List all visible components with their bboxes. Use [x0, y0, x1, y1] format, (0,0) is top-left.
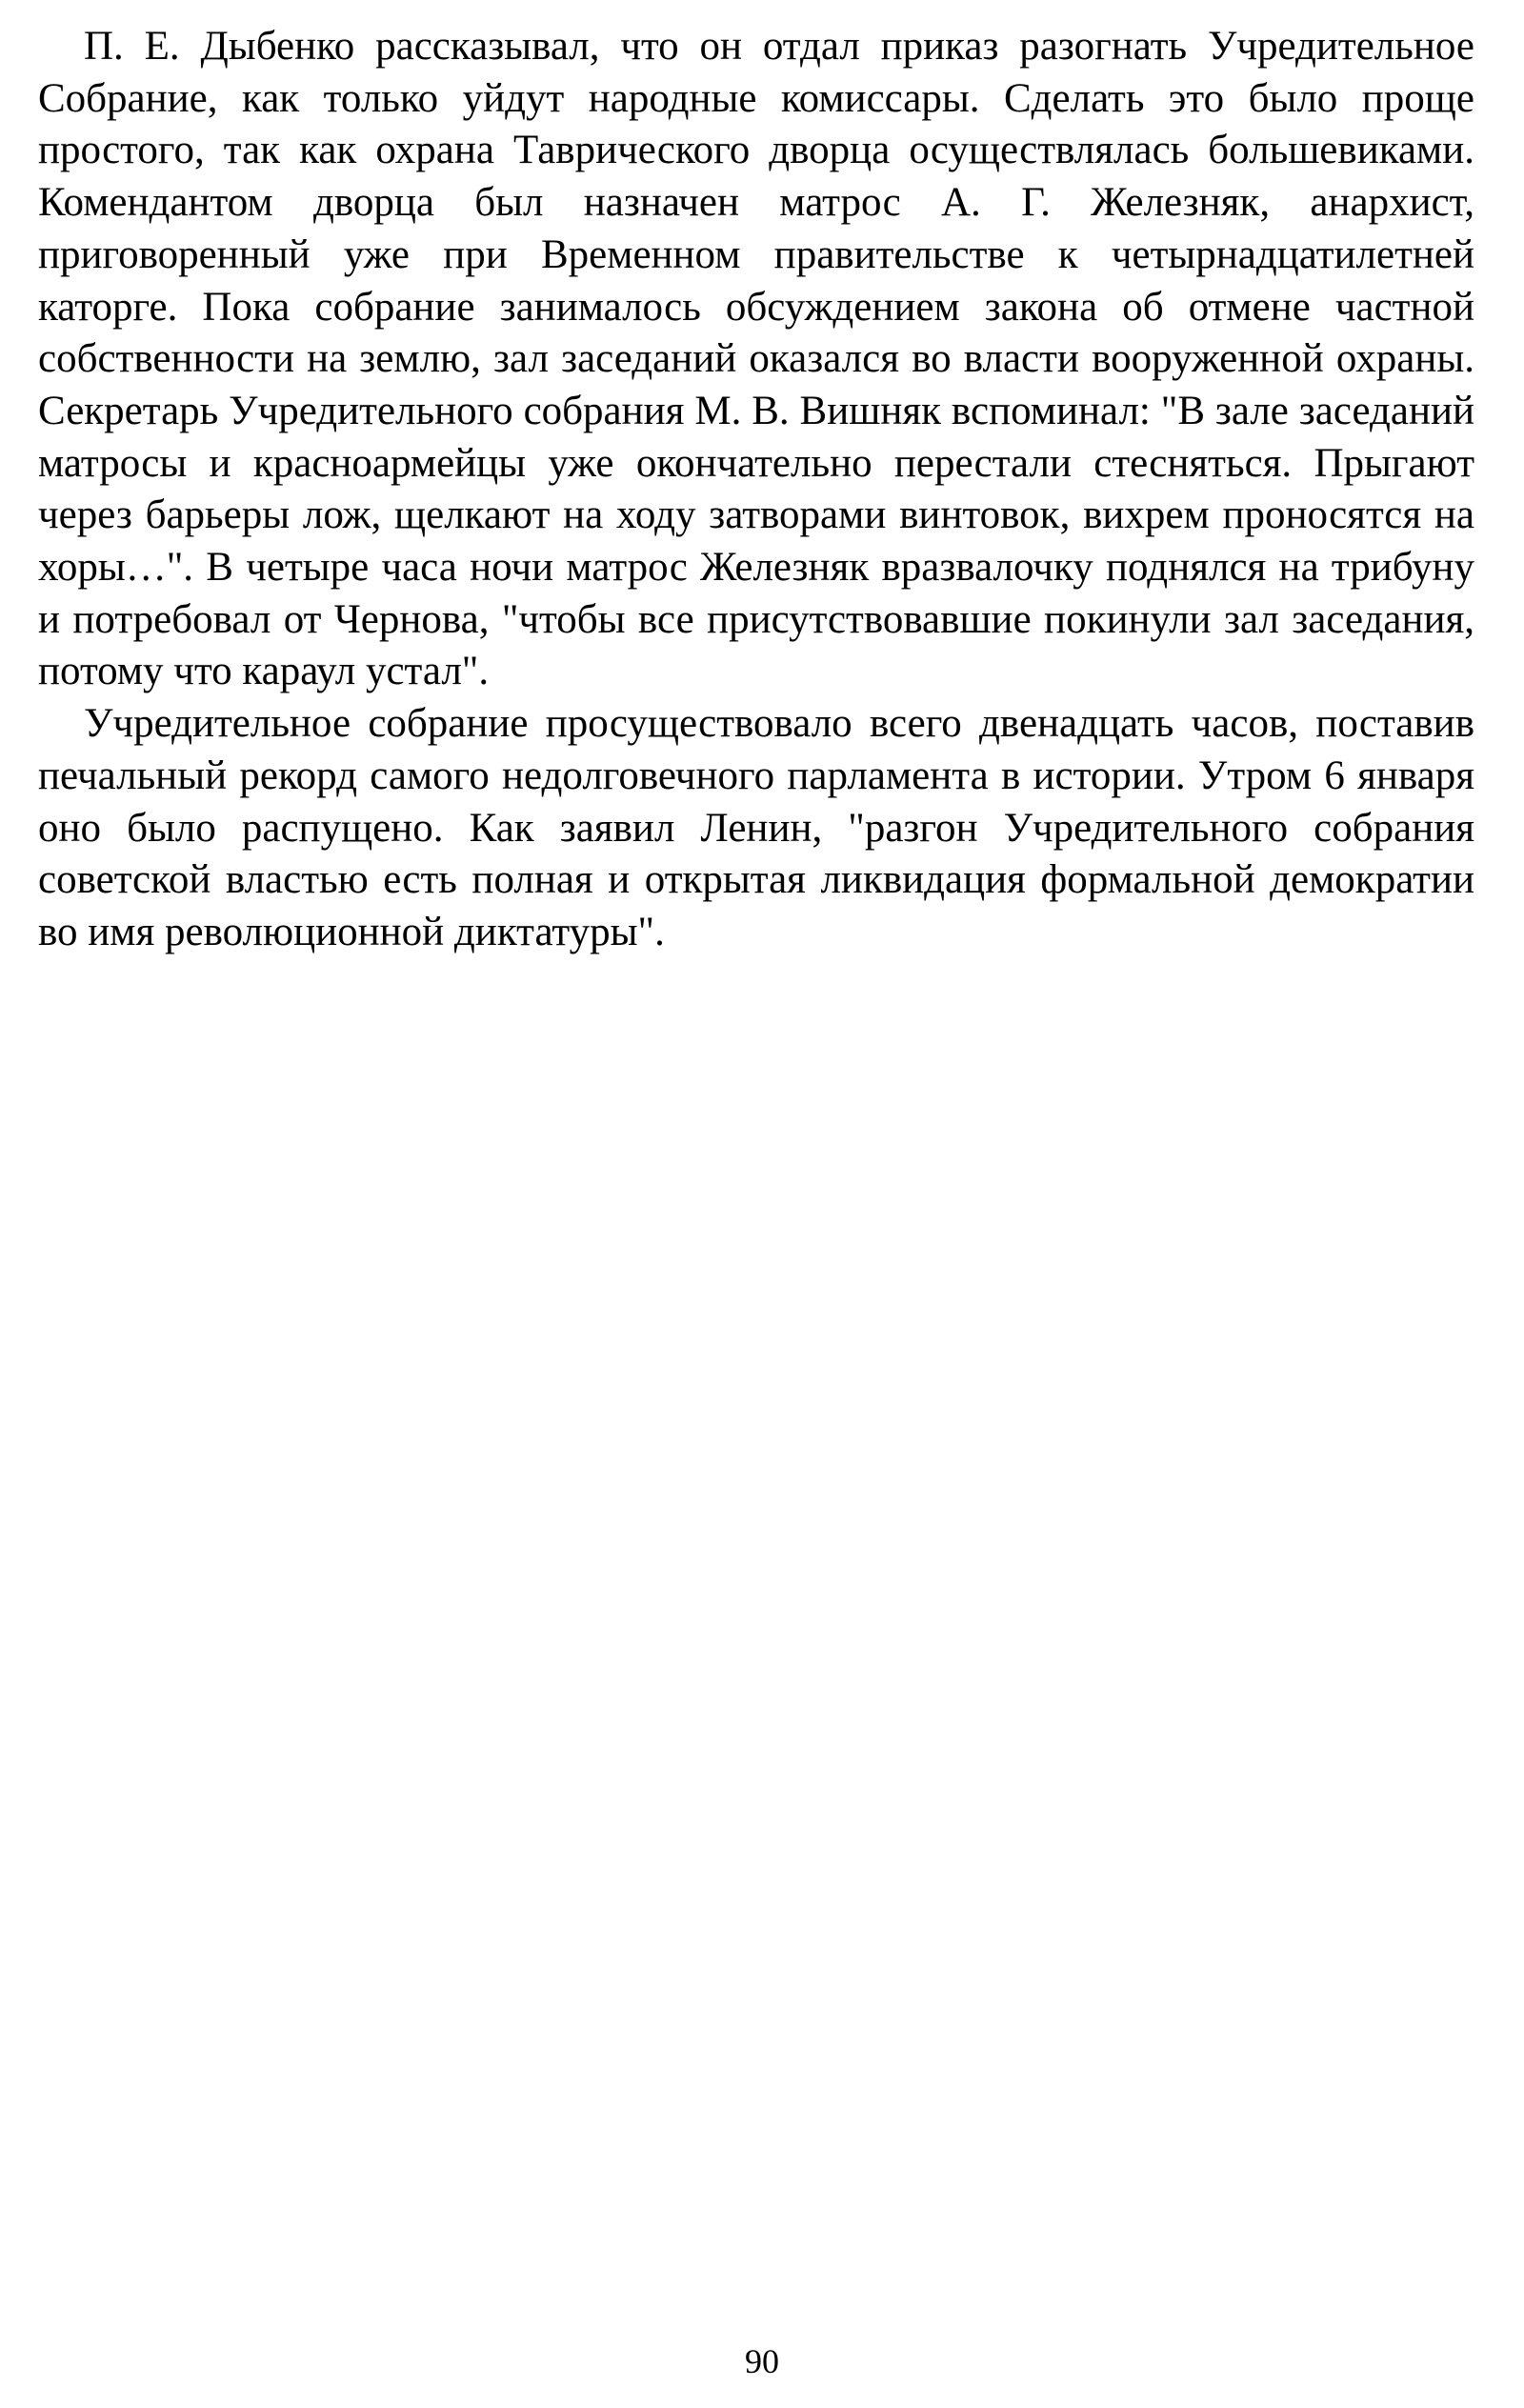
- paragraph-dybenko-order: П. Е. Дыбенко рассказывал, что он отдал приказ разогнать Учредительное Собрание, как только уйдут народные комиссары. Сделать это было проще простого, так как охрана Таврического дворца осуществлялась большевиками. Комендантом дворца был назначен матрос А. Г. Железняк, анархист, приговоренный уже при Временном правительстве к четырнадцатилетней каторге. Пока собрание занималось обсуждением закона об отмене частной собственности на землю, зал заседаний оказался во власти вооруженной охраны. Секретарь Учредительного собрания М. В. Вишняк вспоминал: "В зале заседаний матросы и красноармейцы уже окончательно перестали стесняться. Прыгают через барьеры лож, щелкают на ходу затворами винтовок, вихрем проносятся на хоры…". В четыре часа ночи матрос Железняк вразвалочку поднялся на трибуну и потребовал от Чернова, "чтобы все присутствовавшие покинули зал заседания, потому что караул устал".: [38, 24, 1474, 694]
- paragraph-assembly-dissolved: Учредительное собрание просуществовало всего двенадцать часов, поставив печальный рекорд самого недолговечного парламента в истории. Утром 6 января оно было распущено. Как заявил Ленин, "разгон Учредительного собрания советской властью есть полная и открытая ликвидация формальной демократии во имя революционной диктатуры".: [38, 701, 1474, 954]
- page-body: [38, 21, 1474, 959]
- page-number: 90: [745, 2342, 779, 2380]
